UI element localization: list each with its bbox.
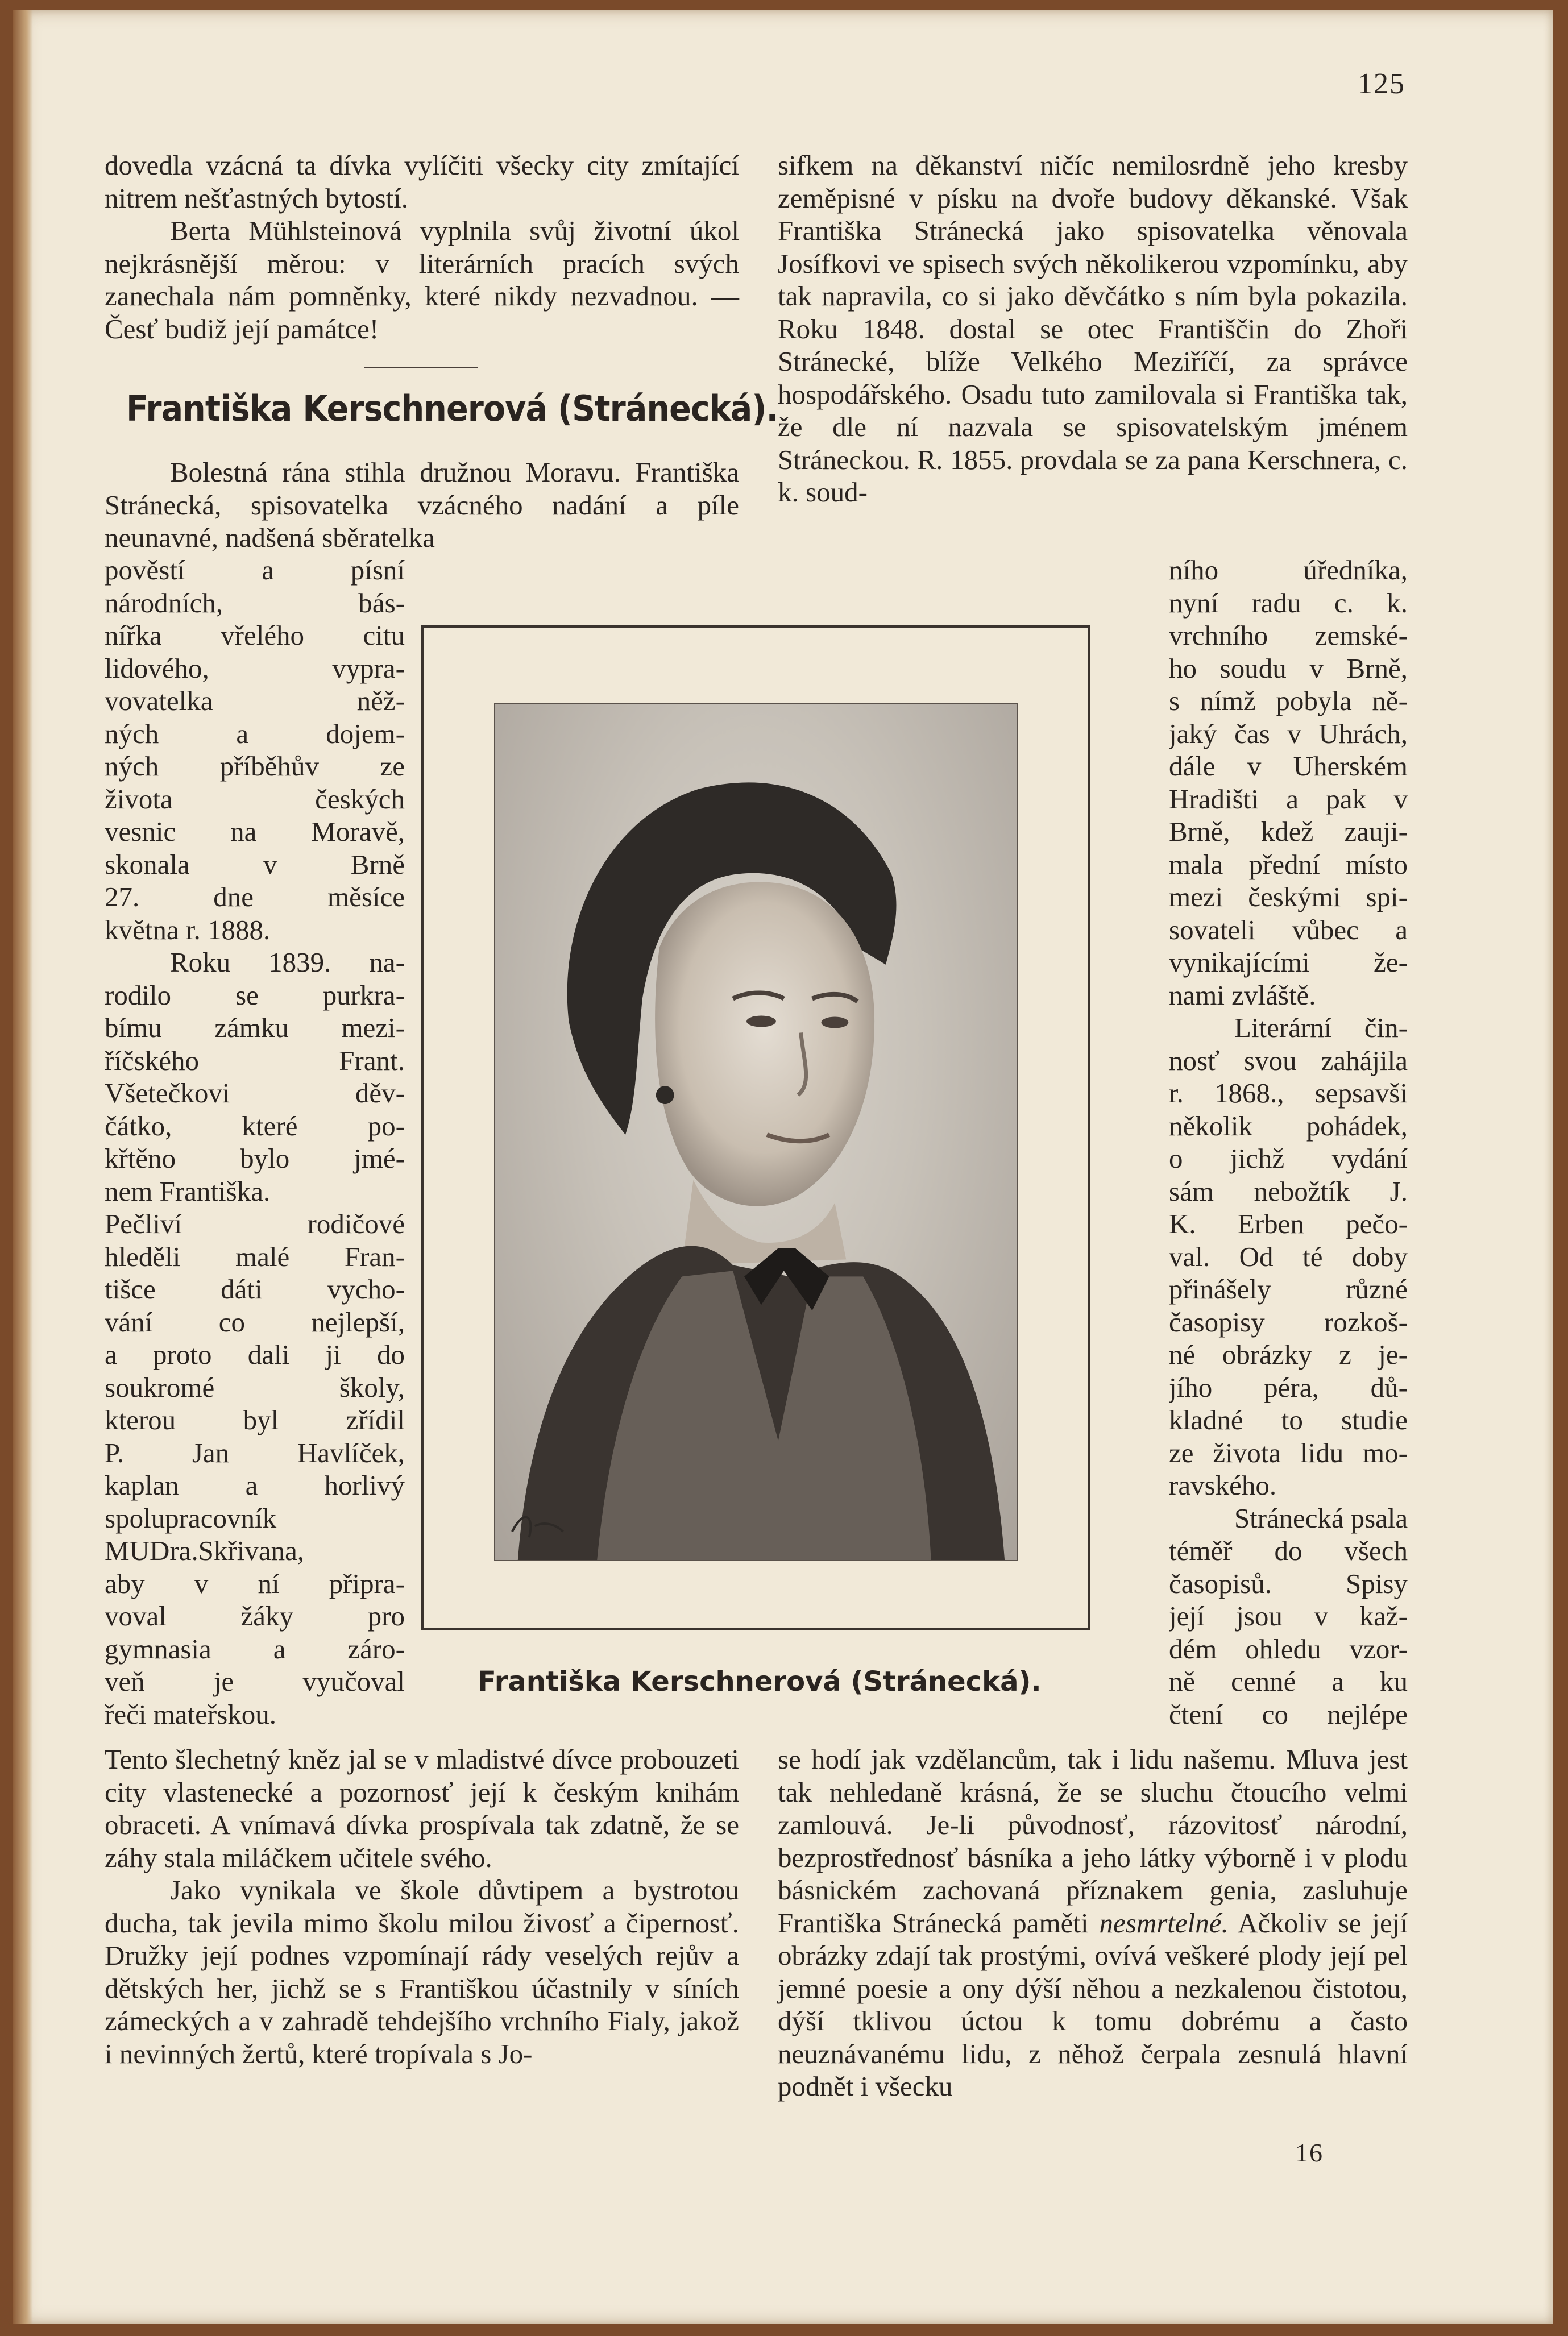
page-number: 125 <box>1358 68 1405 100</box>
text-line: mezi českými spi- <box>1169 881 1408 912</box>
text-line: a proto dali ji do <box>105 1339 405 1370</box>
text-line: nem Františka. <box>105 1175 271 1207</box>
text-line: hleděli malé Fran- <box>105 1240 405 1272</box>
text-line: sovateli vůbec a <box>1169 914 1408 945</box>
left-column-top <box>105 149 739 345</box>
article-heading: Františka Kerschnerová (Stránecká). <box>126 388 778 429</box>
text-line: lidového, vypra- <box>105 652 405 684</box>
text-line: kaplan a horlivý <box>105 1470 405 1501</box>
text-line: vrchního zemské- <box>1169 620 1408 651</box>
right-column-top <box>778 149 1408 509</box>
text-line: Všetečkovi děv- <box>105 1077 405 1109</box>
text-line: MUDra.Skřivana, <box>105 1535 305 1566</box>
text-line: skonala v Brně <box>105 848 405 880</box>
text-line: r. 1868., sepsavši <box>1169 1077 1408 1109</box>
right-narrow-column <box>1169 554 1408 1731</box>
text-line: národních, bás- <box>105 587 405 619</box>
paragraph: Bolestná rána stihla družnou Moravu. Františka Stránecká, spisovatelka vzácného nadání a píle neunavné, nadšená sběratelka <box>105 457 739 553</box>
paragraph: Jako vynikala ve škole důvtipem a bystrotou ducha, tak jevila mimo školu milou živosť a čipernosť. Družky její podnes vzpomínají rády veselých rejův a dětských her, jichž se s Františkou účastnily v síních zámeckých a v zahradě tehdejšího vrchního Fialy, jakož i nevinných žertů, které tropívala s Jo- <box>105 1874 739 2069</box>
text-line: rodilo se purkra- <box>105 979 405 1011</box>
text-line: 27. dne měsíce <box>105 881 405 912</box>
text-line: čátko, které po- <box>105 1110 405 1142</box>
portrait-photo <box>494 703 1018 1561</box>
text-line: K. Erben pečo- <box>1169 1208 1408 1239</box>
paragraph: dovedla vzácná ta dívka vylíčiti všecky city zmítající nitrem nešťastných bytostí. <box>105 150 739 214</box>
paragraph: sifkem na děkanství ničíc nemilosrdně jeho kresby zeměpisné v písku na dvoře budovy děkanské. Však Františka Stránecká jako spisovatelka věnovala Josífkovi ve spisech svých několikerou vzpomínku, aby tak napravila, co si jako děvčátko s ním byla pokazila. Roku 1848. dostal se otec Františčin do Zhoři Stránecké, blíže Velkého Meziříčí, za správce hospodářského. Osadu tuto zamilovala si Františka tak, že dle ní nazvala se spisovatelským jménem Stráneckou. R. 1855. provdala se za pana Kerschnera, c. k. soud- <box>778 150 1408 508</box>
text-line: její jsou v kaž- <box>1169 1600 1408 1632</box>
text-line: několik pohádek, <box>1169 1110 1408 1142</box>
text-line: Hradišti a pak v <box>1169 783 1408 815</box>
text-line: kterou byl zřídil <box>105 1404 405 1435</box>
text-line: ravského. <box>1169 1470 1277 1501</box>
text-line: téměř do všech <box>1169 1535 1408 1566</box>
footer-mark: 16 <box>1295 2138 1324 2167</box>
text-line: o jichž vydání <box>1169 1143 1408 1174</box>
text-line: života českých <box>105 783 405 815</box>
text-line: sám nebožtík J. <box>1169 1175 1408 1207</box>
text-run: Ačkoliv se její obrázky zdají tak prostými, ovívá veškeré plody její pel jemné poesie a ony dýší něhou a nezkalenou čistotou, dýší tklivou úctou k tomu dobrému a často neuznávanému lidu, z něhož čerpala zesnulá hlavní podnět i všecku <box>778 1907 1408 2102</box>
paragraph <box>778 1743 1408 2103</box>
text-line: veň je vyučoval <box>105 1666 405 1697</box>
text-line: ně cenné a ku <box>1169 1666 1408 1697</box>
left-column-bottom <box>105 1743 739 2070</box>
left-narrow-column <box>105 554 405 1731</box>
text-line: voval žáky pro <box>105 1600 405 1632</box>
text-line: Roku 1839. na- <box>170 947 405 978</box>
text-line: pověstí a písní <box>105 554 405 586</box>
text-line: nosť svou zahájila <box>1169 1044 1408 1076</box>
text-line: val. Od té doby <box>1169 1240 1408 1272</box>
text-line: nyní radu c. k. <box>1169 587 1408 619</box>
section-divider <box>364 367 478 368</box>
text-line: mala přední místo <box>1169 848 1408 880</box>
portrait-illustration <box>495 704 1017 1560</box>
text-line: vynikajícími že- <box>1169 947 1408 978</box>
emphasis: nesmrtelné. <box>1099 1907 1229 1939</box>
text-line: května r. 1888. <box>105 914 271 945</box>
text-line: řeči mateřskou. <box>105 1698 277 1730</box>
text-run: se hodí jak vzdělancům, tak i lidu našemu. Mluva jest tak nehledaně krásná, že se sluchu čtoucího velmi zamlouvá. Je-li původnosť, rázovitosť národní, bezprostřednosť básníka a jeho látky výborně i v plodu básnickém zachovaná příznakem genia, zasluhuje Františka Stránecká paměti <box>778 1744 1408 1939</box>
text-line: ných příběhův ze <box>105 750 405 782</box>
text-line: soukromé školy, <box>105 1371 405 1403</box>
text-line: říčského Frant. <box>105 1044 405 1076</box>
paragraph: Tento šlechetný kněz jal se v mladistvé dívce probouzeti city vlastenecké a pozornosť její k českým knihám obraceti. A vnímavá dívka prospívala tak zdatně, že se záhy stala miláčkem učitele svého. <box>105 1744 739 1873</box>
text-line: vání co nejlepší, <box>105 1306 405 1338</box>
text-line: Pečliví rodičové <box>105 1208 405 1239</box>
text-line: vesnic na Moravě, <box>105 816 405 847</box>
text-line: né obrázky z je- <box>1169 1339 1408 1370</box>
text-line: nami zvláště. <box>1169 979 1316 1011</box>
text-line: dém ohledu vzor- <box>1169 1633 1408 1665</box>
text-line: jího péra, dů- <box>1169 1371 1408 1403</box>
text-line: tišce dáti vycho- <box>105 1273 405 1305</box>
text-line: ných a dojem- <box>105 717 405 749</box>
text-line: čtení co nejlépe <box>1169 1698 1408 1730</box>
text-line: dále v Uherském <box>1169 750 1408 782</box>
text-line: spolupracovník <box>105 1502 277 1534</box>
text-line: časopisy rozkoš- <box>1169 1306 1408 1338</box>
text-line: kladné to studie <box>1169 1404 1408 1435</box>
left-column-intro <box>105 456 739 554</box>
text-line: Stránecká psala <box>1234 1502 1408 1534</box>
paragraph: Berta Mühlsteinová vyplnila svůj životní úkol nejkrásnější měrou: v literárních pracích svých zanechala nám pomněnky, které nikdy nezvadnou. — Česť budiž její památce! <box>105 215 739 345</box>
text-line: ního úředníka, <box>1169 554 1408 586</box>
text-line: P. Jan Havlíček, <box>105 1437 405 1468</box>
text-line: gymnasia a záro- <box>105 1633 405 1665</box>
text-line: křtěno bylo jmé- <box>105 1143 405 1174</box>
text-line: Brně, kdež zauji- <box>1169 816 1408 847</box>
text-line: aby v ní připra- <box>105 1567 405 1599</box>
right-column-bottom <box>778 1743 1408 2103</box>
text-line: vovatelka něž- <box>105 685 405 716</box>
portrait-caption: Františka Kerschnerová (Stránecká). <box>478 1666 1042 1698</box>
text-line: časopisů. Spisy <box>1169 1567 1408 1599</box>
text-line: nířka vřelého citu <box>105 620 405 651</box>
book-spine-shadow <box>13 10 33 2324</box>
text-line: Literární čin- <box>1234 1012 1408 1043</box>
text-line: s nímž pobyla ně- <box>1169 685 1408 716</box>
text-line: jaký čas v Uhrách, <box>1169 717 1408 749</box>
text-line: ze života lidu mo- <box>1169 1437 1408 1468</box>
text-line: přinášely různé <box>1169 1273 1408 1305</box>
text-line: ho soudu v Brně, <box>1169 652 1408 684</box>
text-line: bímu zámku mezi- <box>105 1012 405 1043</box>
